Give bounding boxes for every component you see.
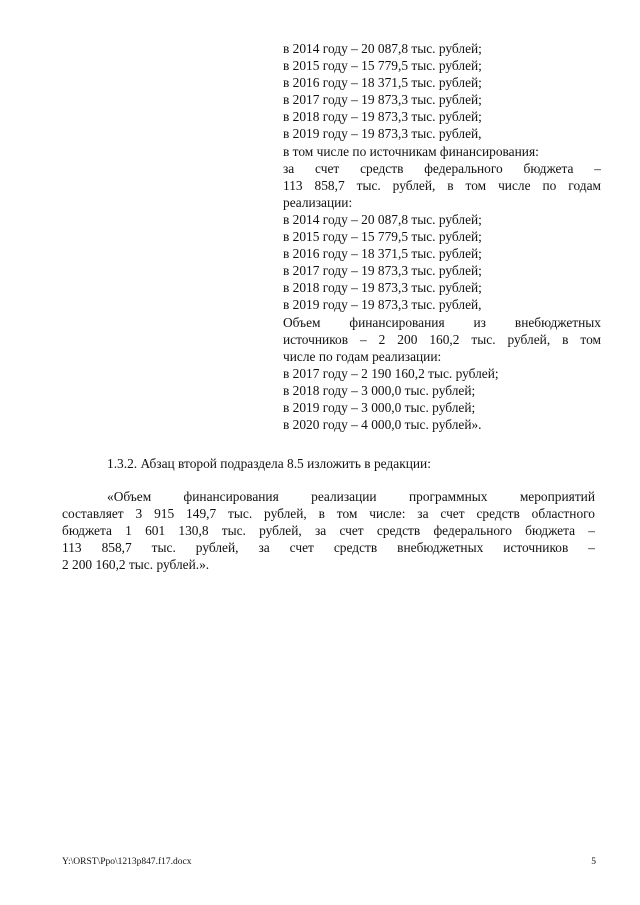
financing-line: источников – 2 200 160,2 тыс. рублей, в том [283, 331, 601, 347]
financing-line: в 2019 году – 19 873,3 тыс. рублей, [283, 297, 482, 313]
quote-line: бюджета 1 601 130,8 тыс. рублей, за счет средств федерального бюджета – [62, 523, 595, 539]
financing-line: в 2018 году – 3 000,0 тыс. рублей; [283, 382, 476, 398]
page-footer [62, 856, 596, 868]
quote-line: «Объем финансирования реализации программных мероприятий [107, 489, 595, 504]
page-number: 5 [591, 857, 596, 867]
financing-line: в 2015 году – 15 779,5 тыс. рублей; [283, 58, 482, 74]
financing-line: в том числе по источникам финансирования: [283, 143, 539, 159]
footer-file-path: Y:\ORST\Ppo\1213p847.f17.docx [62, 857, 192, 867]
financing-line: Объем финансирования из внебюджетных [283, 314, 601, 330]
quote-line: 113 858,7 тыс. рублей, за счет средств внебюджетных источников – [62, 540, 595, 556]
item-heading: 1.3.2. Абзац второй подраздела 8.5 изложить в редакции: [107, 456, 431, 471]
quoted-paragraph [62, 488, 595, 573]
financing-line: в 2017 году – 19 873,3 тыс. рублей; [283, 263, 482, 279]
financing-line: в 2015 году – 15 779,5 тыс. рублей; [283, 229, 482, 245]
financing-block [283, 40, 601, 433]
financing-line: в 2014 году – 20 087,8 тыс. рублей; [283, 211, 482, 227]
financing-line: 113 858,7 тыс. рублей, в том числе по годам [283, 177, 601, 193]
financing-line: за счет средств федерального бюджета – [283, 160, 601, 176]
financing-line: в 2014 году – 20 087,8 тыс. рублей; [283, 41, 482, 56]
financing-line: в 2016 году – 18 371,5 тыс. рублей; [283, 75, 482, 91]
financing-line: в 2016 году – 18 371,5 тыс. рублей; [283, 246, 482, 262]
financing-line: числе по годам реализации: [283, 348, 442, 364]
financing-line: в 2018 году – 19 873,3 тыс. рублей; [283, 109, 482, 125]
financing-line: в 2019 году – 3 000,0 тыс. рублей; [283, 399, 476, 415]
quote-line: 2 200 160,2 тыс. рублей.». [62, 557, 210, 573]
financing-line: в 2017 году – 2 190 160,2 тыс. рублей; [283, 365, 499, 381]
financing-line: в 2018 году – 19 873,3 тыс. рублей; [283, 280, 482, 296]
financing-line: в 2020 году – 4 000,0 тыс. рублей». [283, 417, 482, 433]
quote-line: составляет 3 915 149,7 тыс. рублей, в том числе: за счет средств областного [62, 506, 595, 522]
financing-line: реализации: [283, 194, 353, 210]
financing-line: в 2019 году – 19 873,3 тыс. рублей, [283, 126, 482, 142]
financing-line: в 2017 году – 19 873,3 тыс. рублей; [283, 92, 482, 108]
